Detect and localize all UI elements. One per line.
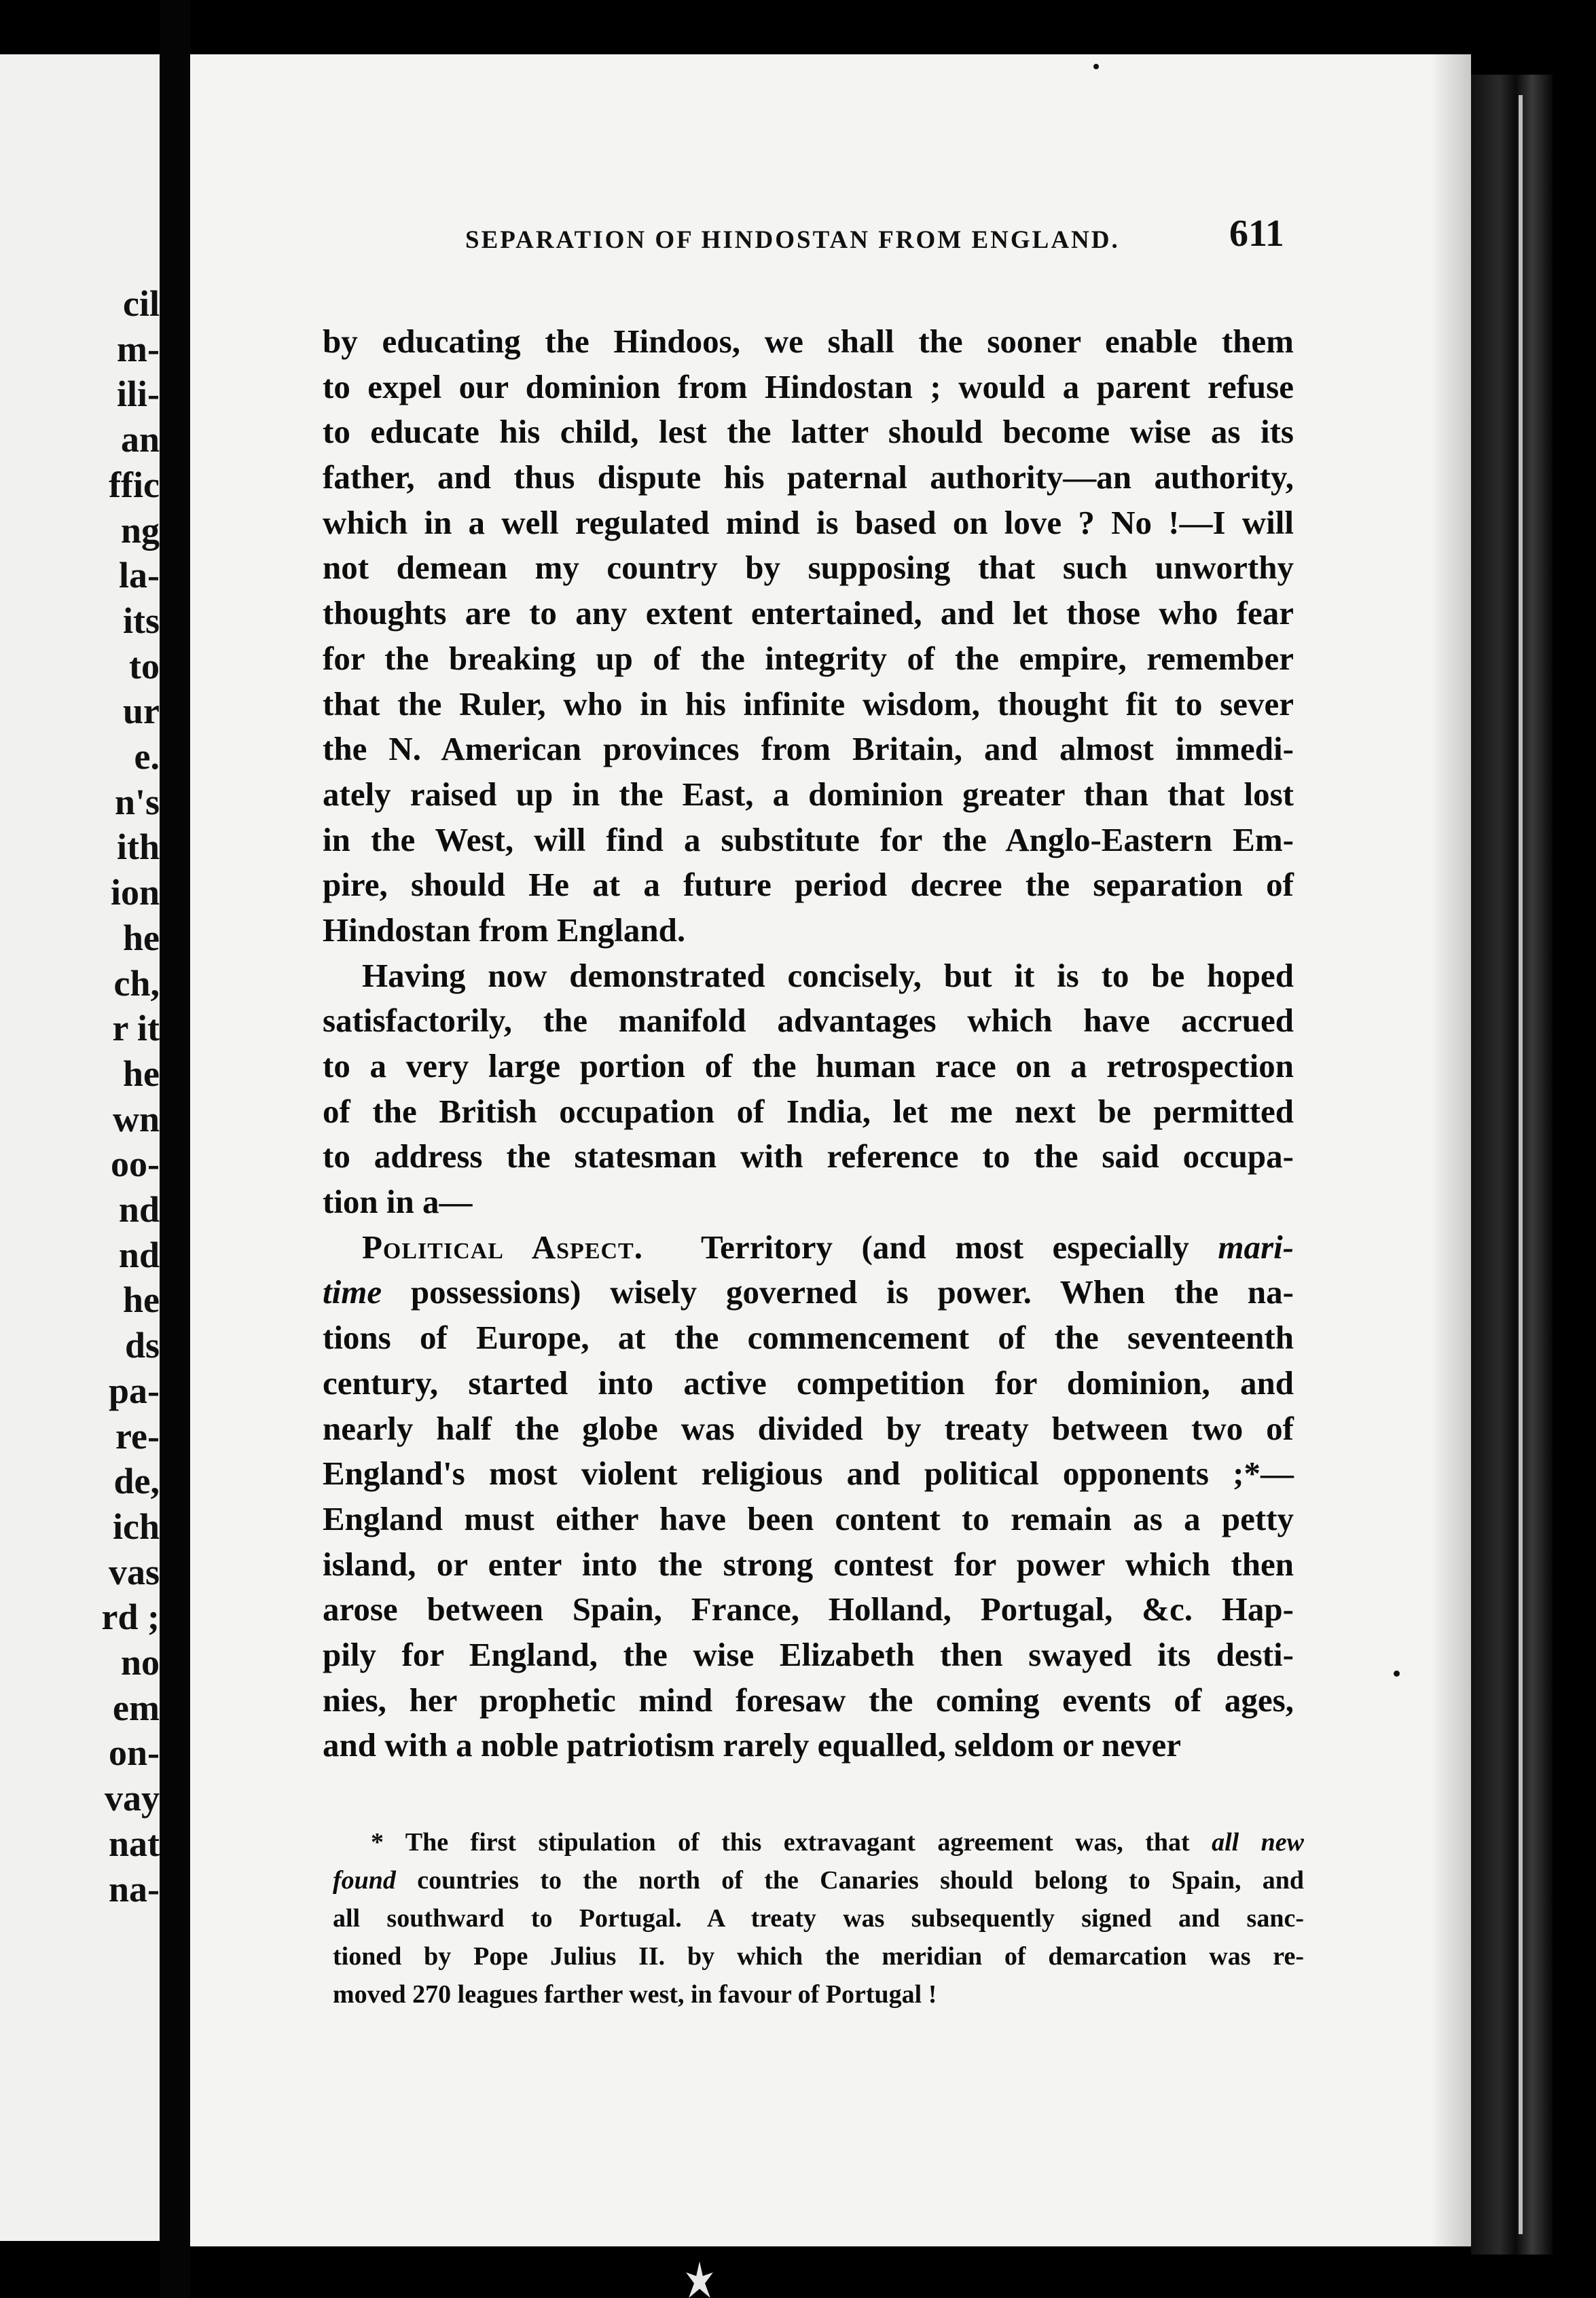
italic-span: time (323, 1273, 382, 1311)
text-line: Hindostan from England. (323, 911, 686, 949)
left-page-fragment: no (120, 1642, 160, 1683)
text-span: countries to the north of the Canaries should belong to Spain, and (417, 1866, 1304, 1895)
text-line (323, 1225, 1294, 1271)
left-page-fragment: on- (108, 1732, 160, 1774)
paragraph-3-lines (323, 1315, 1294, 1768)
text-line: satisfactorily, the manifold advantages which have accrued (323, 1002, 1294, 1040)
italic-span: mari- (1218, 1228, 1294, 1266)
text-line: nearly half the globe was divided by treaty between two of (323, 1409, 1294, 1447)
footnote-line: all southward to Portugal. A treaty was subsequently signed and sanc- (333, 1904, 1304, 1933)
italic-span: found (333, 1866, 396, 1895)
left-page-fragment: an (120, 419, 160, 460)
text-line: pily for England, the wise Elizabeth then swayed its desti- (323, 1635, 1294, 1673)
page-stack-highlight (1519, 95, 1523, 2234)
text-line: to a very large portion of the human race on a retrospection (323, 1047, 1294, 1084)
page-header (190, 205, 1471, 259)
text-line: father, and thus dispute his paternal authority—an authority, (323, 458, 1294, 496)
text-line (323, 1270, 1294, 1315)
text-line: of the British occupation of India, let me next be permitted (323, 1092, 1294, 1130)
left-page-fragment: ili- (117, 373, 160, 415)
book-gutter (160, 0, 190, 2298)
left-page-fragment: cil (123, 283, 160, 324)
left-page-fragment: vas (108, 1551, 160, 1592)
left-page-fragment: la- (119, 555, 160, 596)
text-line: not demean my country by supposing that such unworthy (323, 549, 1294, 587)
text-line: thoughts are to any extent entertained, and let those who fear (323, 594, 1294, 632)
text-line: and with a noble patriotism rarely equalled, seldom or never (323, 1726, 1181, 1764)
left-page-fragment: its (123, 600, 160, 641)
left-page-fragment: to (129, 645, 160, 687)
text-line: ately raised up in the East, a dominion greater than that lost (323, 775, 1294, 813)
text-line: nies, her prophetic mind foresaw the coming events of ages, (323, 1681, 1294, 1719)
left-page-fragment: vay (105, 1778, 160, 1819)
text-line: island, or enter into the strong contest for power which then (323, 1545, 1294, 1583)
left-page-fragment: ffic (109, 464, 160, 505)
footnote-line: tioned by Pope Julius II. by which the meridian of demarcation was re- (333, 1942, 1304, 1971)
italic-span: all new (1212, 1828, 1304, 1857)
text-line: tions of Europe, at the commencement of the seventeenth (323, 1319, 1294, 1357)
page-edge-shadow (1430, 54, 1471, 2246)
left-page-fragment: wn (112, 1098, 160, 1139)
text-line: pire, should He at a future period decree the separation of (323, 866, 1294, 904)
text-line: century, started into active competition for dominion, and (323, 1364, 1294, 1402)
footnote (333, 1823, 1304, 2013)
footnote-lines (333, 1899, 1304, 2013)
left-page-fragment: rd ; (101, 1597, 160, 1638)
page-stack-edge (1471, 75, 1553, 2255)
text-line: which in a well regulated mind is based on love ? No !—I will (323, 503, 1294, 541)
left-page-fragment: r it (112, 1008, 160, 1049)
body-text (323, 319, 1294, 1768)
left-page-fragment: m- (117, 328, 160, 369)
left-page-fragment: em (113, 1687, 160, 1728)
left-page-fragment: he (123, 1053, 160, 1094)
left-page-fragment: re- (115, 1415, 160, 1457)
footnote-line (333, 1861, 1304, 1899)
left-page-fragment: ur (123, 691, 160, 732)
left-page-fragment: na- (108, 1868, 160, 1910)
paragraph-3 (323, 1225, 1294, 1768)
text-line: arose between Spain, France, Holland, Portugal, &c. Hap- (323, 1590, 1294, 1628)
scan-artifact (686, 2261, 713, 2298)
text-span: possessions) wisely governed is power. When the na- (410, 1273, 1294, 1311)
left-page-fragment: ith (116, 826, 160, 868)
left-facing-page (0, 54, 160, 2241)
text-line: Having now demonstrated concisely, but it is to be hoped (362, 956, 1294, 994)
left-page-fragment: nat (108, 1823, 160, 1864)
left-page-fragment: oo- (111, 1144, 160, 1185)
left-page-fragment: ds (124, 1325, 160, 1366)
text-line: to educate his child, lest the latter should become wise as its (323, 413, 1294, 451)
left-page-fragment: he (123, 917, 160, 958)
section-heading: Political Aspect. (362, 1228, 643, 1266)
left-page-fragment: nd (118, 1234, 160, 1275)
text-span: Territory (and most especially (700, 1228, 1189, 1266)
paragraph-1 (323, 319, 1294, 953)
text-line: in the West, will find a substitute for the Anglo-Eastern Em- (323, 820, 1294, 858)
left-page-fragment: nd (118, 1189, 160, 1230)
text-line: to expel our dominion from Hindostan ; would a parent refuse (323, 367, 1294, 405)
ink-speck (1093, 64, 1099, 69)
left-page-fragment: n's (114, 781, 160, 822)
left-page-fragment: ich (112, 1506, 160, 1547)
left-page-fragment: pa- (108, 1370, 160, 1411)
left-page-fragment: ch, (113, 962, 160, 1004)
left-page-fragment: de, (113, 1461, 160, 1502)
text-line: that the Ruler, who in his infinite wisdom, thought fit to sever (323, 685, 1294, 723)
text-line: tion in a— (323, 1183, 473, 1221)
footnote-line: moved 270 leagues farther west, in favour of Portugal ! (333, 1980, 937, 2009)
left-page-fragment: he (123, 1279, 160, 1321)
text-line: to address the statesman with reference to the said occupa- (323, 1137, 1294, 1175)
ink-speck (1394, 1671, 1400, 1677)
text-line: by educating the Hindoos, we shall the sooner enable them (323, 323, 1294, 360)
text-line: England must either have been content to remain as a petty (323, 1499, 1294, 1537)
book-page (190, 54, 1471, 2246)
text-line: for the breaking up of the integrity of the empire, remember (323, 639, 1294, 677)
left-page-fragment: ng (120, 509, 160, 551)
paragraph-2 (323, 953, 1294, 1225)
left-page-fragment: ion (110, 872, 160, 913)
footnote-line (333, 1823, 1304, 1861)
text-line: the N. American provinces from Britain, and almost immedi- (323, 730, 1294, 768)
text-span: * The first stipulation of this extravagant agreement was, that (371, 1828, 1190, 1857)
running-head: SEPARATION OF HINDOSTAN FROM ENGLAND. (465, 226, 1120, 254)
page-number: 611 (1229, 213, 1284, 255)
text-line: England's most violent religious and political opponents ;*— (323, 1455, 1294, 1493)
left-page-fragment: e. (134, 736, 160, 777)
